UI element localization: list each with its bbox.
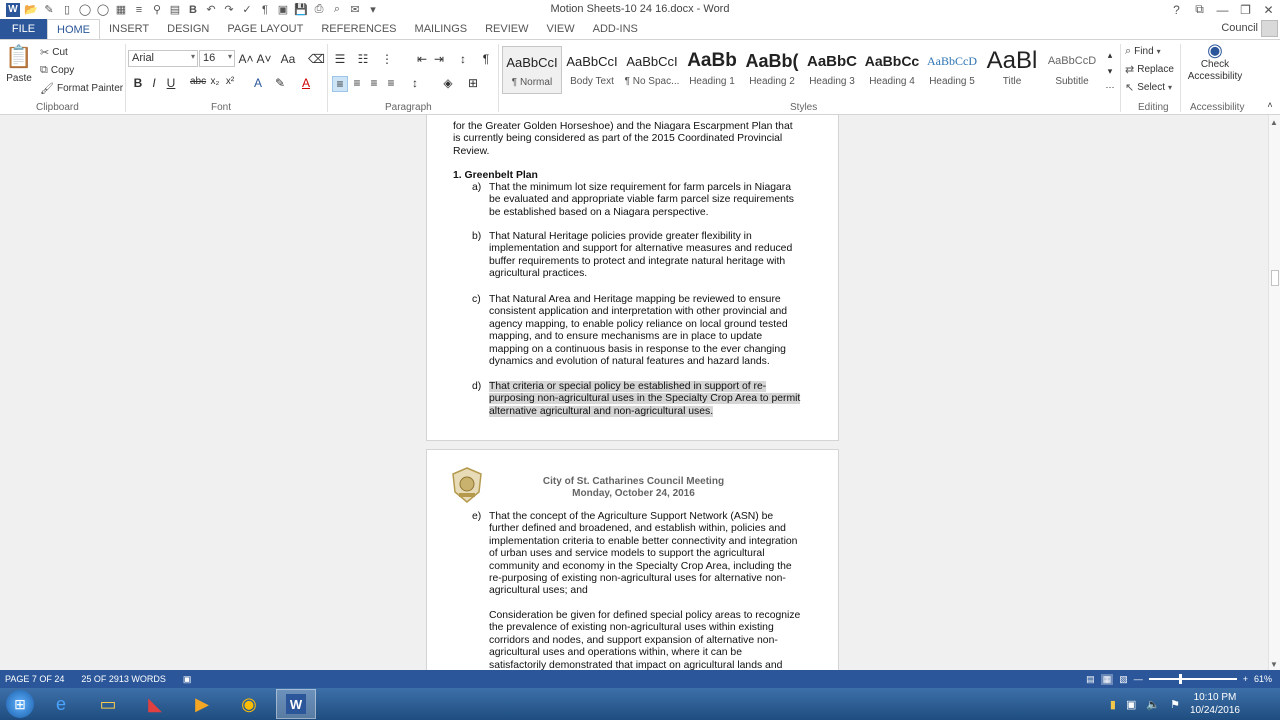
style-name: ¶ Normal: [511, 77, 553, 88]
binoculars-icon[interactable]: ⚲: [152, 4, 162, 16]
start-button[interactable]: ⊞: [6, 690, 34, 718]
sort-icon[interactable]: ↕: [460, 52, 466, 66]
paste-button[interactable]: [5, 44, 33, 84]
style-name: Heading 5: [929, 76, 975, 87]
tab-design[interactable]: DESIGN: [167, 23, 210, 35]
decrease-indent-icon[interactable]: ⇤: [416, 52, 428, 66]
font-color-icon[interactable]: A: [301, 76, 310, 90]
chrome-icon[interactable]: ◉: [241, 693, 257, 714]
accessibility-group-label: Accessibility: [1190, 102, 1245, 113]
text-effects-icon[interactable]: A: [253, 76, 262, 90]
text-line: be evaluated and appropriate viable farm parcel size requirements: [489, 194, 794, 206]
text-line: re-purposing of existing non-agricultural uses for alternative non-: [489, 573, 786, 585]
numbering-icon[interactable]: ☷: [357, 52, 369, 66]
style-sample: AaBb: [687, 50, 737, 71]
ribbon-display-button[interactable]: ⧉: [1195, 2, 1204, 16]
read-mode-icon[interactable]: ▤: [1086, 673, 1095, 684]
table-icon[interactable]: ▦: [115, 4, 127, 16]
list-item: [489, 294, 788, 368]
text-line: corridors and nodes, and support expansion of alternative non-: [489, 634, 778, 646]
style-heading-5[interactable]: [922, 46, 982, 94]
divider: [327, 44, 328, 112]
text-line: for the Greater Golden Horseshoe) and the Niagara Escarpment Plan that: [453, 121, 793, 132]
text-line: agricultural uses and operations within, where it can be: [489, 647, 742, 659]
tab-review[interactable]: REVIEW: [485, 23, 529, 35]
avatar[interactable]: [1261, 20, 1278, 37]
clipboard-group-label: Clipboard: [36, 102, 79, 113]
styles-more-icon[interactable]: ⋯: [1105, 82, 1115, 92]
ribbon: [0, 39, 1280, 115]
style-sample: AaBbCcD: [1047, 55, 1097, 67]
superscript-icon[interactable]: x²: [225, 76, 235, 87]
subscript-icon[interactable]: x₂: [210, 76, 220, 87]
web-layout-icon[interactable]: ▧: [1119, 673, 1128, 684]
borders-icon[interactable]: ⊞: [467, 76, 479, 90]
text-line: consistent application and interpretation with other provincial and: [489, 306, 788, 318]
restore-button[interactable]: ❐: [1240, 2, 1251, 17]
check-accessibility-button[interactable]: [1186, 40, 1244, 83]
font-name-value: Arial: [132, 52, 155, 64]
status-bar: [0, 670, 1280, 688]
app-icon[interactable]: ◣: [148, 693, 162, 714]
align-left-icon[interactable]: ≡: [332, 76, 348, 92]
replace-button[interactable]: [1125, 63, 1174, 76]
find-label: Find: [1134, 46, 1154, 57]
multilevel-list-icon[interactable]: ⋮: [381, 52, 393, 66]
word-taskbar-icon[interactable]: W: [276, 689, 316, 719]
text-line: agency mapping, to enable policy reliance on local ground tested: [489, 318, 788, 330]
circle-icon[interactable]: ◯: [96, 4, 110, 16]
page-count[interactable]: PAGE 7 OF 24: [5, 674, 65, 684]
text-line: agricultural practices.: [489, 268, 588, 280]
doc-icon[interactable]: ▤: [169, 4, 181, 16]
header-line: Monday, October 24, 2016: [572, 488, 695, 500]
divider: [1120, 44, 1121, 112]
selected-text: purposing non-agricultural uses in the Specialty Crop Area to permit: [489, 393, 801, 405]
list-marker: b): [472, 231, 482, 242]
undo-icon[interactable]: ↶: [206, 4, 216, 16]
style-name: Title: [1002, 76, 1022, 87]
clock[interactable]: [1190, 691, 1240, 717]
select-button[interactable]: [1125, 81, 1172, 94]
style-sample: AaBbCcI: [506, 54, 558, 70]
bold-icon[interactable]: B: [189, 3, 197, 16]
close-button[interactable]: ✕: [1263, 2, 1274, 17]
italic-icon[interactable]: I: [152, 76, 156, 90]
redo-icon[interactable]: ↷: [224, 4, 234, 16]
print-preview-icon[interactable]: ⎙: [314, 3, 324, 15]
binoculars-icon: ⌕: [1125, 45, 1132, 57]
font-size-select[interactable]: [199, 50, 235, 67]
format-painter-icon[interactable]: ✎: [44, 4, 54, 16]
minimize-button[interactable]: —: [1216, 2, 1229, 17]
style-title[interactable]: [982, 46, 1042, 94]
scissors-icon: ✂: [40, 47, 50, 59]
security-icon[interactable]: ▮: [1109, 698, 1116, 711]
cut-label: Cut: [52, 47, 68, 58]
font-size-value: 16: [203, 52, 216, 64]
print-layout-icon[interactable]: ▦: [1102, 673, 1112, 684]
section-heading: 1. Greenbelt Plan: [453, 170, 538, 181]
divider: [498, 44, 499, 112]
scrollbar-thumb[interactable]: [1271, 270, 1279, 286]
paragraph-mark-icon[interactable]: ¶: [262, 3, 268, 16]
find-icon[interactable]: ⌕: [333, 3, 341, 15]
list-marker: d): [472, 381, 482, 392]
shrink-font-icon[interactable]: A˅: [256, 52, 272, 66]
editing-group-label: Editing: [1138, 102, 1169, 113]
header-line: City of St. Catharines Council Meeting: [542, 476, 725, 487]
font-name-select[interactable]: [128, 50, 198, 67]
selected-text: That criteria or special policy be established in support of re-: [489, 381, 767, 392]
title-bar: [0, 0, 1280, 19]
text-line: Consideration be given for defined special policy areas to recognize: [489, 610, 801, 621]
shape-icon[interactable]: ◯: [78, 4, 92, 16]
zoom-level[interactable]: 61%: [1253, 674, 1272, 684]
grow-font-icon[interactable]: A˄: [238, 52, 254, 66]
style-sample: AaBb(: [745, 50, 799, 71]
divider: [125, 44, 126, 112]
list-item: [489, 231, 792, 281]
justify-icon[interactable]: ≡: [387, 76, 395, 90]
volume-icon[interactable]: 🔈: [1146, 698, 1161, 711]
ribbon-tabs: [0, 19, 1280, 39]
style-name: Heading 2: [749, 76, 795, 87]
text-line: implementation criteria to enable better connectivity and integration: [489, 535, 798, 547]
open-icon[interactable]: 📂: [24, 4, 38, 16]
zoom-slider[interactable]: [1149, 678, 1237, 680]
document-page[interactable]: [426, 115, 839, 441]
text-line: That Natural Heritage policies provide greater flexibility in: [489, 231, 752, 242]
underline-icon[interactable]: U: [166, 76, 176, 90]
document-page[interactable]: [426, 449, 839, 670]
tab-add-ins[interactable]: ADD-INS: [592, 23, 638, 35]
style-name: Heading 3: [809, 76, 855, 87]
styles-scroll-up-icon[interactable]: ▴: [1107, 50, 1113, 60]
quick-access-toolbar: [0, 0, 382, 19]
font-group-label: Font: [211, 102, 232, 113]
brush-icon: 🖌: [40, 83, 54, 95]
strikethrough-icon[interactable]: abc: [190, 76, 207, 87]
media-player-icon[interactable]: ▶: [195, 693, 209, 714]
window-controls: [1165, 0, 1280, 19]
tab-home[interactable]: HOME: [47, 19, 100, 39]
style-name: Heading 4: [869, 76, 915, 87]
text-line: is currently being considered as part of the 2015 Coordinated Provincial: [453, 133, 783, 145]
text-line: dynamics and evolution of natural features and hazard lands.: [489, 356, 770, 368]
style-sample: AaBbCcD: [927, 53, 977, 68]
pilcrow-icon[interactable]: ¶: [482, 52, 490, 66]
style-heading-1[interactable]: [682, 46, 742, 94]
copy-button[interactable]: [40, 64, 74, 77]
collapse-ribbon-icon[interactable]: ˄: [1267, 100, 1273, 110]
style-heading-3[interactable]: [802, 46, 862, 94]
replace-label: Replace: [1137, 64, 1174, 75]
text-line: Review.: [453, 145, 490, 157]
selected-text: alternative agricultural and non-agricultural uses.: [489, 405, 714, 417]
style-heading-2[interactable]: [742, 46, 802, 94]
clock-time: 10:10 PM: [1193, 692, 1237, 703]
taskbar: [0, 688, 1280, 720]
vertical-scrollbar[interactable]: [1268, 115, 1280, 670]
style-name: ¶ No Spac...: [624, 76, 680, 87]
selected-list-item: [489, 381, 800, 418]
styles-scroll-down-icon[interactable]: ▾: [1107, 66, 1113, 76]
zoom-slider-knob[interactable]: [1179, 674, 1182, 684]
style-sample: AaBbCc: [864, 53, 920, 69]
network-icon[interactable]: ▣: [1125, 698, 1137, 711]
bullets-icon[interactable]: ☰: [334, 52, 346, 66]
replace-icon: ⇄: [1125, 64, 1135, 76]
document-area[interactable]: [0, 115, 1268, 670]
save-as-icon[interactable]: ▣: [277, 4, 289, 16]
style-name: Subtitle: [1055, 76, 1089, 87]
list-item: [489, 511, 797, 598]
divider: [1180, 44, 1181, 112]
clock-date: 10/24/2016: [1189, 705, 1240, 716]
find-button[interactable]: [1125, 45, 1161, 58]
scroll-down-icon[interactable]: ▼: [1270, 660, 1278, 669]
list-marker: a): [472, 182, 482, 193]
internet-explorer-icon[interactable]: e: [55, 693, 66, 714]
accessibility-icon: ◉: [1207, 40, 1223, 60]
increase-indent-icon[interactable]: ⇥: [433, 52, 445, 66]
line-spacing-icon[interactable]: ↕: [412, 76, 418, 90]
text-line: satisfactorily demonstrated that impact on agricultural lands and: [489, 659, 783, 670]
list-marker: e): [472, 511, 482, 522]
style-sample: AaBbC: [806, 52, 857, 70]
copy-label: Copy: [50, 65, 75, 76]
list-item: [489, 182, 794, 219]
paste-label: Paste: [6, 73, 32, 84]
text-line: buffer requirements to protect and integrate natural heritage with: [489, 255, 786, 267]
new-doc-icon[interactable]: ▯: [63, 4, 71, 16]
text-line: agricultural uses; and: [489, 585, 588, 597]
style-sample: AaBbCcI: [566, 53, 618, 69]
paragraph: [489, 610, 800, 670]
cursor-icon: ↖: [1125, 82, 1135, 94]
help-button[interactable]: ?: [1173, 2, 1180, 17]
chevron-down-icon: ▾: [227, 52, 232, 61]
tab-insert[interactable]: INSERT: [109, 23, 150, 35]
text-line: further defined and broadened, and establish within, policies and: [489, 523, 786, 535]
style-no-spacing[interactable]: [622, 46, 682, 94]
text-line: That Natural Area and Heritage mapping be reviewed to ensure: [489, 294, 781, 305]
file-explorer-icon[interactable]: ▭: [99, 693, 117, 714]
text-line: That the minimum lot size requirement for farm parcels in Niagara: [489, 182, 792, 193]
clipboard-icon: 📋: [5, 44, 33, 69]
bold-icon[interactable]: B: [133, 76, 143, 90]
tab-page-layout[interactable]: PAGE LAYOUT: [227, 23, 304, 35]
text-line: implementation and support for alternative measures and reduced: [489, 243, 793, 255]
intro-text: [453, 121, 793, 158]
style-normal[interactable]: [502, 46, 562, 94]
window-title: Motion Sheets-10 24 16.docx - Word: [550, 3, 730, 15]
clear-formatting-icon[interactable]: ⌫: [308, 52, 325, 66]
chevron-down-icon: ▾: [1168, 83, 1173, 92]
style-heading-4[interactable]: [862, 46, 922, 94]
text-line: the prevalence of existing non-agricultural uses within existing: [489, 622, 774, 634]
zoom-in-icon[interactable]: +: [1242, 674, 1248, 684]
format-painter-label: Format Painter: [56, 83, 124, 94]
page-header: [427, 476, 840, 501]
save-icon[interactable]: 💾: [294, 4, 308, 16]
tab-file[interactable]: FILE: [0, 19, 47, 39]
style-name: Heading 1: [689, 76, 735, 87]
zoom-area: [1086, 670, 1272, 688]
scroll-up-icon[interactable]: ▲: [1270, 118, 1278, 127]
style-sample: AaBbCcI: [626, 53, 678, 69]
email-icon[interactable]: ✉: [350, 4, 360, 16]
select-label: Select: [1137, 82, 1166, 93]
text-line: mapping, and to ensure mechanisms are in place to update: [489, 331, 763, 343]
list-marker: c): [472, 294, 481, 305]
tab-view[interactable]: VIEW: [546, 23, 575, 35]
insert-row-icon[interactable]: ≡: [135, 3, 143, 16]
chevron-down-icon: ▾: [190, 52, 195, 61]
align-right-icon[interactable]: ≡: [370, 76, 378, 90]
align-center-icon[interactable]: ≡: [353, 76, 361, 90]
text-line: mapping on a continuous basis in response to the ever changing: [489, 343, 786, 355]
text-line: community and economy in the Specialty Crop Area, including the: [489, 560, 792, 572]
style-subtitle[interactable]: [1042, 46, 1102, 94]
style-name: Body Text: [570, 76, 614, 87]
paragraph-group-label: Paragraph: [385, 102, 432, 113]
user-name[interactable]: Council: [1221, 22, 1258, 34]
chevron-down-icon: ▾: [1156, 47, 1161, 56]
check-accessibility-label: Check Accessibility: [1187, 59, 1243, 82]
change-case-icon[interactable]: Aa: [280, 52, 296, 66]
word-app-icon[interactable]: W: [4, 2, 22, 18]
word-count[interactable]: 25 OF 2913 WORDS: [81, 674, 166, 684]
tab-mailings[interactable]: MAILINGS: [414, 23, 468, 35]
spelling-icon[interactable]: ✓: [242, 4, 252, 16]
flag-icon[interactable]: ⚑: [1170, 698, 1180, 711]
text-line: That the concept of the Agriculture Support Network (ASN) be: [489, 511, 774, 522]
copy-icon: ⧉: [40, 64, 48, 76]
format-painter-button[interactable]: [40, 82, 123, 95]
cut-button[interactable]: [40, 46, 68, 59]
text-line: be established based on a Niagara perspective.: [489, 206, 709, 218]
styles-group-label: Styles: [790, 102, 818, 113]
style-body-text[interactable]: [562, 46, 622, 94]
shading-icon[interactable]: ◈: [443, 76, 453, 90]
style-sample: AaBl: [986, 47, 1038, 74]
zoom-out-icon[interactable]: —: [1133, 674, 1143, 684]
highlight-icon[interactable]: ✎: [274, 76, 286, 90]
proofing-icon[interactable]: ▣: [182, 673, 192, 684]
text-line: of urban uses and service models to support the agricultural: [489, 548, 765, 560]
qat-customize-icon[interactable]: ▾: [370, 4, 376, 16]
tab-references[interactable]: REFERENCES: [321, 23, 397, 35]
system-tray: [1110, 688, 1280, 720]
